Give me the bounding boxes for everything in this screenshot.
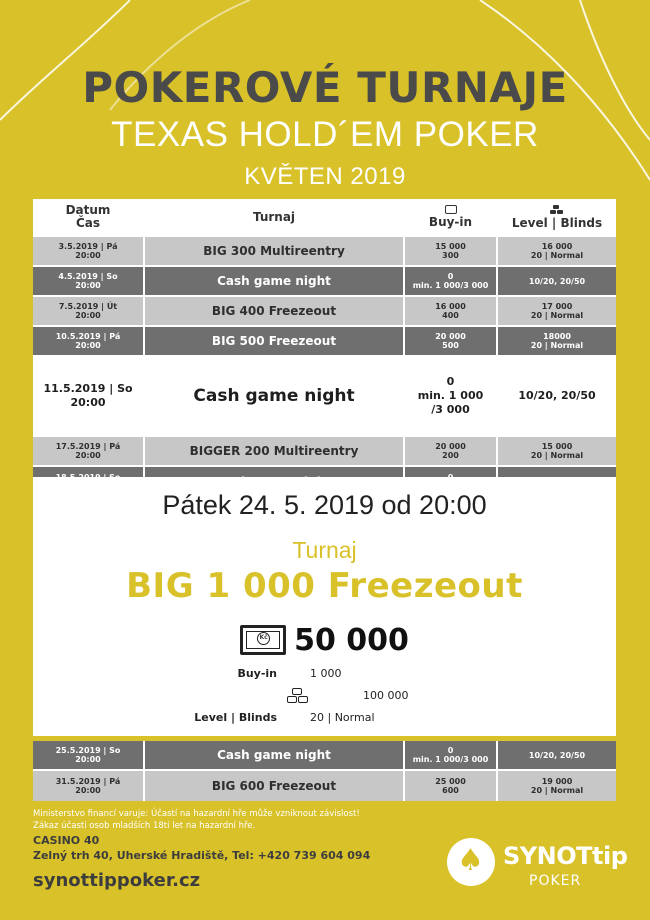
- featured-name: BIG 1 000 Freezeout: [126, 566, 523, 606]
- schedule-table-bottom: [33, 741, 616, 801]
- row-levels: 10/20, 20/50: [498, 357, 616, 435]
- logo-sub: POKER: [529, 873, 582, 889]
- row-tournament: BIG 600 Freezeout: [145, 771, 405, 801]
- table-row: [33, 771, 616, 801]
- row-date: 31.5.2019 | Pá 20:00: [33, 771, 145, 801]
- row-buyin: 16 000 400: [405, 297, 498, 325]
- buyin-label: Buy-in: [237, 666, 277, 680]
- row-date: 25.5.2019 | So 20:00: [33, 741, 145, 769]
- row-date: 7.5.2019 | Út 20:00: [33, 297, 145, 325]
- row-levels: 18000 20 | Normal: [498, 327, 616, 355]
- row-tournament: BIGGER 200 Multireentry: [145, 437, 405, 465]
- row-date: 4.5.2019 | So 20:00: [33, 267, 145, 295]
- row-date: 10.5.2019 | Pá 20:00: [33, 327, 145, 355]
- gambling-warning: Ministerstvo financí varuje: Účastí na hazardní hře může vzniknout závislost! Zákaz účasti osob mladších 18ti let na hazardní hře.: [33, 809, 360, 831]
- featured-prize: [33, 619, 616, 661]
- row-date: 17.5.2019 | Pá 20:00: [33, 437, 145, 465]
- table-row: [33, 297, 616, 327]
- header-tournament: Turnaj: [145, 199, 405, 235]
- row-levels: 19 000 20 | Normal: [498, 771, 616, 801]
- header-levels-label: Level | Blinds: [511, 215, 603, 230]
- spade-icon: ♠: [457, 843, 484, 878]
- row-buyin: 0 min. 1 000/3 000: [405, 267, 498, 295]
- header-levels: [498, 199, 616, 235]
- featured-date: Pátek 24. 5. 2019 od 20:00: [162, 490, 487, 520]
- table-row: [33, 237, 616, 267]
- prize-amount: 50 000: [294, 622, 409, 658]
- logo-brand: SYNOTtip: [503, 842, 628, 870]
- stack-value: 100 000: [363, 688, 409, 702]
- table-row: [33, 327, 616, 357]
- table-header-row: [33, 199, 616, 237]
- featured-label: Turnaj: [292, 537, 357, 563]
- website-link[interactable]: synottippoker.cz: [33, 870, 201, 891]
- header-buyin: [405, 199, 498, 235]
- header-date: [33, 199, 145, 235]
- page-subtitle: TEXAS HOLD´EM POKER: [111, 115, 539, 154]
- row-buyin: 25 000 600: [405, 771, 498, 801]
- chips-stack-icon: [287, 685, 309, 705]
- casino-name: CASINO 40: [33, 834, 100, 847]
- casino-info: [33, 833, 370, 863]
- row-tournament: Cash game night: [145, 267, 405, 295]
- row-levels: 15 000 20 | Normal: [498, 437, 616, 465]
- row-tournament: BIG 400 Freezeout: [145, 297, 405, 325]
- featured-tournament: [33, 477, 616, 736]
- poster-header: [0, 62, 650, 194]
- table-row-highlight: [33, 357, 616, 437]
- row-date: 11.5.2019 | So 20:00: [33, 357, 145, 435]
- row-levels: 16 000 20 | Normal: [498, 237, 616, 265]
- row-buyin: 20 000 500: [405, 327, 498, 355]
- row-levels: 10/20, 20/50: [498, 741, 616, 769]
- levels-value: 20 | Normal: [310, 710, 375, 724]
- row-buyin: 0 min. 1 000/3 000: [405, 741, 498, 769]
- featured-details: [33, 662, 616, 728]
- header-time-label: Čas: [75, 216, 101, 230]
- levels-label: Level | Blinds: [194, 710, 277, 724]
- synottip-logo: [447, 838, 628, 898]
- banknote-icon: Kč: [240, 625, 286, 655]
- chips-icon: [550, 205, 564, 215]
- page-title: POKEROVÉ TURNAJE: [82, 63, 568, 112]
- table-row: [33, 267, 616, 297]
- casino-address: Zelný trh 40, Uherské Hradiště, Tel: +420 739 604 094: [33, 849, 371, 862]
- schedule-table: [33, 199, 616, 497]
- header-buyin-label: Buy-in: [428, 215, 473, 229]
- row-date: 3.5.2019 | Pá 20:00: [33, 237, 145, 265]
- month-label: KVĚTEN 2019: [244, 163, 406, 190]
- row-buyin: 20 000 200: [405, 437, 498, 465]
- money-icon: [445, 205, 457, 214]
- row-tournament: Cash game night: [145, 741, 405, 769]
- row-levels: 17 000 20 | Normal: [498, 297, 616, 325]
- row-levels: 10/20, 20/50: [498, 267, 616, 295]
- row-tournament: BIG 300 Multireentry: [145, 237, 405, 265]
- table-row: [33, 437, 616, 467]
- row-tournament: Cash game night: [145, 357, 405, 435]
- buyin-value: 1 000: [310, 666, 342, 680]
- row-buyin: 0 min. 1 000 /3 000: [405, 357, 498, 435]
- header-date-label: Datum: [65, 203, 111, 217]
- row-tournament: BIG 500 Freezeout: [145, 327, 405, 355]
- row-buyin: 15 000 300: [405, 237, 498, 265]
- table-row: [33, 741, 616, 771]
